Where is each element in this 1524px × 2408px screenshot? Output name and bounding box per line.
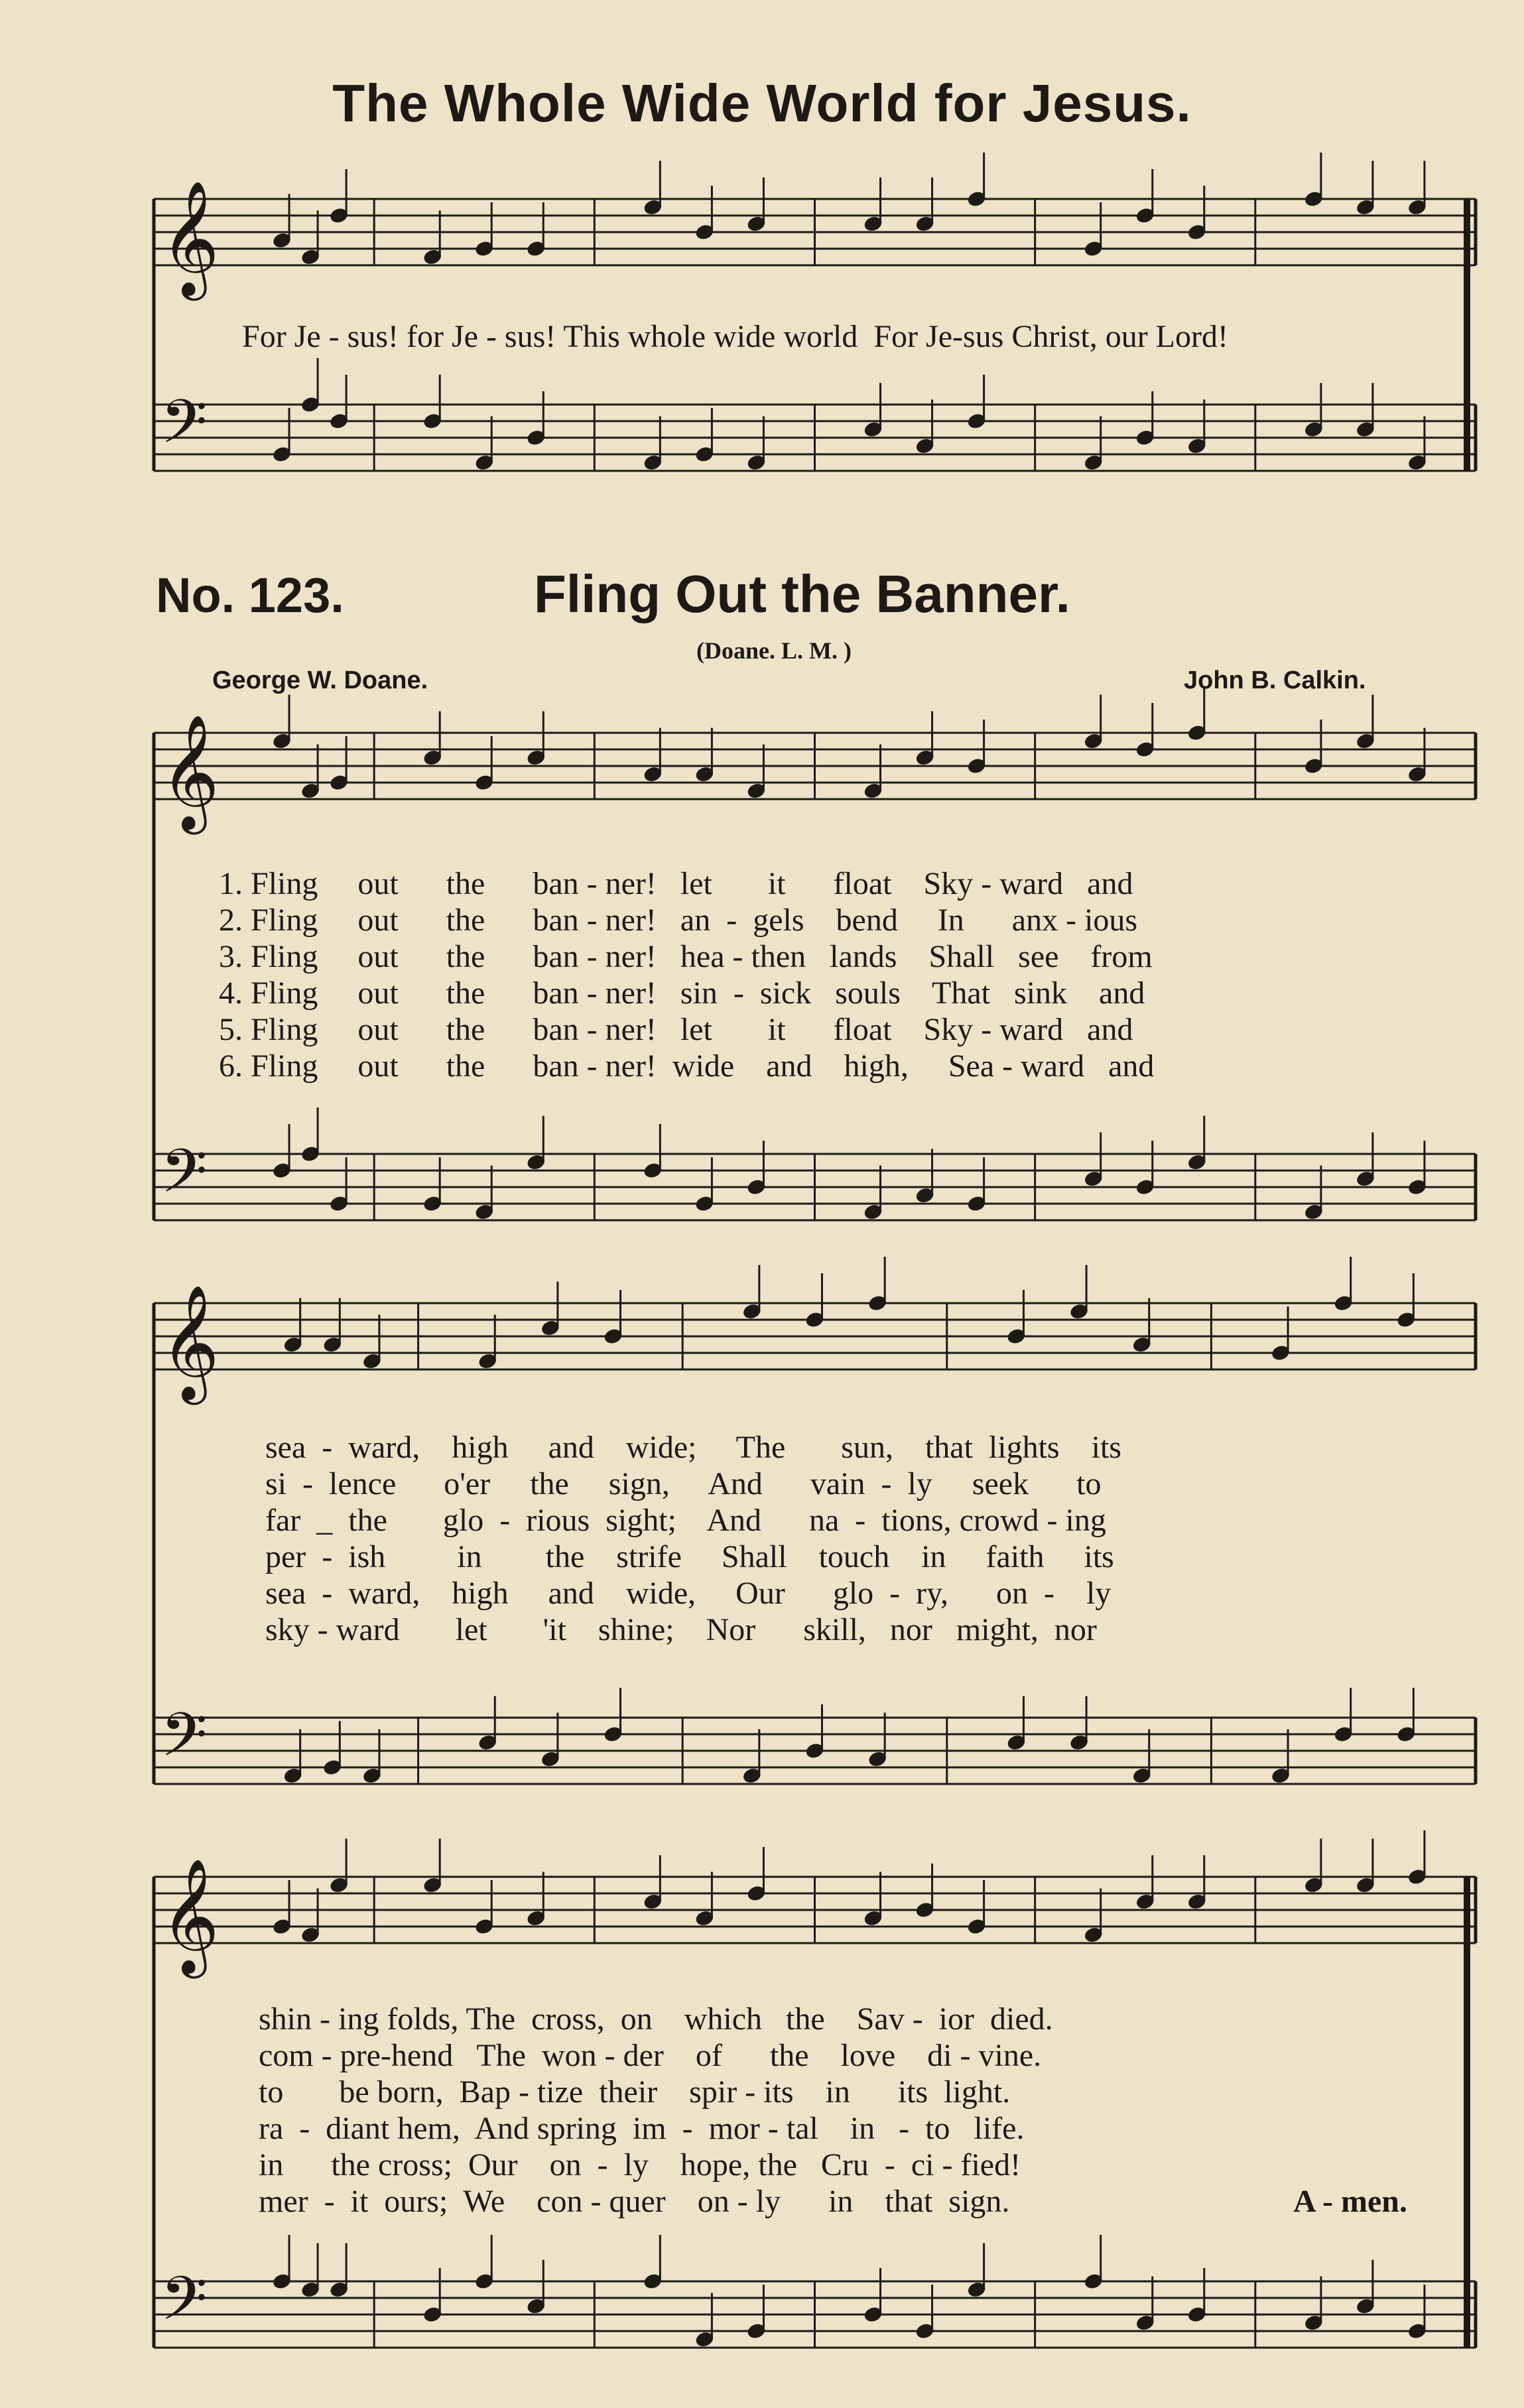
treble-clef-icon: 𝄞	[160, 180, 220, 296]
hymn-title: Fling Out the Banner.	[534, 564, 1070, 623]
composer: John B. Calkin.	[1184, 666, 1366, 694]
verse-line: 2. Fling out the ban - ner! an - gels bend In anx - ious	[219, 903, 1138, 938]
top-hymn-title: The Whole Wide World for Jesus.	[332, 74, 1192, 133]
bass-clef-icon: 𝄢	[160, 2263, 208, 2348]
bass-clef-icon: 𝄢	[160, 387, 208, 472]
treble-clef-icon: 𝄞	[160, 1858, 220, 1974]
verse-line: sea - ward, high and wide; The sun, that lights its	[265, 1430, 1121, 1465]
system2-verses	[265, 1429, 1121, 1648]
verse-line: ra - diant hem, And spring im - mor - tal in - to life.	[259, 2111, 1025, 2146]
verse-line: far _ the glo - rious sight; And na - tions, crowd - ing	[265, 1503, 1106, 1538]
treble-clef-icon: 𝄞	[160, 714, 220, 830]
verse-line: shin - ing folds, The cross, on which the Sav - ior died.	[259, 2001, 1053, 2037]
verse-line: mer - it ours; We con - quer on - ly in that sign.	[259, 2184, 1010, 2219]
verse-line: sky - ward let 'it shine; Nor skill, nor might, nor	[265, 1612, 1097, 1647]
verse-line: si - lence o'er the sign, And vain - ly seek to	[265, 1466, 1102, 1501]
verse-line: 1. Fling out the ban - ner! let it float Sky - ward and	[219, 866, 1133, 901]
treble-clef-icon: 𝄞	[160, 1285, 220, 1400]
top-hymn-lyric: For Je - sus! for Je - sus! This whole wide world For Je-sus Christ, our Lord!	[242, 319, 1228, 354]
verse-line: to be born, Bap - tize their spir - its in its light.	[259, 2074, 1011, 2110]
verse-line: sea - ward, high and wide, Our glo - ry, on - ly	[265, 1576, 1111, 1611]
verse-line: in the cross; Our on - ly hope, the Cru - ci - fied!	[259, 2147, 1021, 2183]
verse-line: 4. Fling out the ban - ner! sin - sick souls That sink and	[219, 976, 1145, 1011]
author: George W. Doane.	[212, 666, 428, 694]
verse-line: 3. Fling out the ban - ner! hea - then lands Shall see from	[219, 939, 1153, 974]
bass-clef-icon: 𝄢	[160, 1700, 208, 1785]
tune-name: (Doane. L. M. )	[696, 637, 852, 664]
verse-line: 5. Fling out the ban - ner! let it float Sky - ward and	[219, 1012, 1133, 1047]
verse-line: com - pre-hend The won - der of the love di - vine.	[259, 2038, 1042, 2073]
system3-verses	[259, 2001, 1053, 2220]
amen-label: A - men.	[1293, 2184, 1407, 2219]
bass-clef-icon: 𝄢	[160, 1136, 208, 1221]
hymn-number: No. 123.	[156, 568, 344, 623]
verse-line: 6. Fling out the ban - ner! wide and high, Sea - ward and	[219, 1048, 1155, 1084]
verse-line: per - ish in the strife Shall touch in faith its	[265, 1539, 1114, 1574]
system1-verses	[219, 865, 1154, 1084]
